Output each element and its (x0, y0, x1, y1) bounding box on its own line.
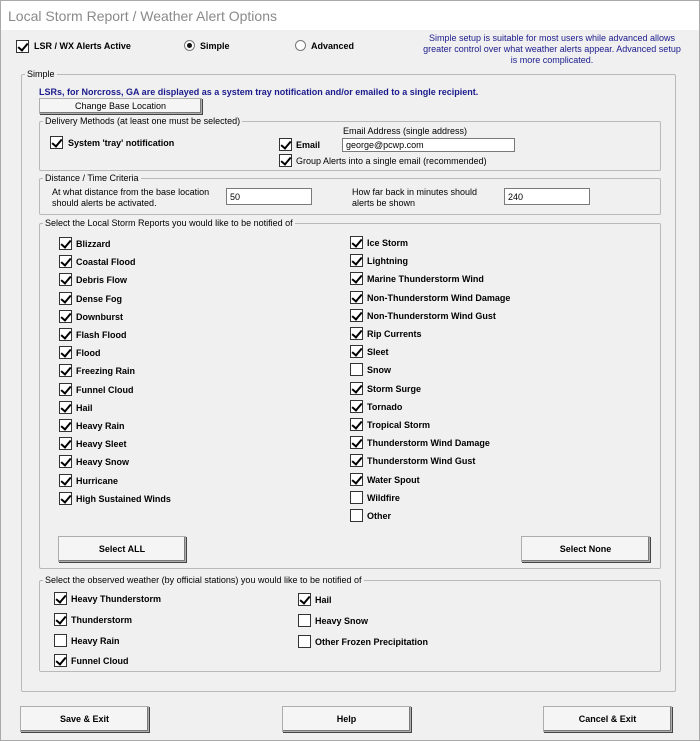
lsr-thunderstorm-wind-gust-label: Thunderstorm Wind Gust (367, 456, 476, 467)
lsr-heavy-rain-label: Heavy Rain (76, 421, 125, 431)
alerts-active-checkbox[interactable] (16, 40, 29, 53)
lsr-group-legend: Select the Local Storm Reports you would like to be notified of (45, 218, 293, 228)
lsr-dense-fog-checkbox[interactable] (59, 292, 72, 305)
lsr-water-spout-label: Water Spout (367, 474, 420, 485)
lsr-freezing-rain-checkbox[interactable] (59, 364, 72, 377)
lsr-rip-currents-checkbox[interactable] (350, 327, 363, 340)
observed-funnel-cloud-checkbox[interactable] (54, 654, 67, 667)
observed-heavy-snow-label: Heavy Snow (315, 615, 369, 626)
observed-heavy-thunderstorm-label: Heavy Thunderstorm (71, 594, 162, 604)
lsr-thunderstorm-wind-gust-checkbox[interactable] (350, 454, 363, 467)
observed-thunderstorm-label: Thunderstorm (71, 614, 133, 625)
lsr-flood-checkbox[interactable] (59, 346, 72, 359)
observed-thunderstorm-checkbox[interactable] (54, 613, 67, 626)
lsr-debris-flow-label: Debris Flow (76, 275, 128, 286)
lsr-heavy-sleet-checkbox[interactable] (59, 437, 72, 450)
lsr-flood-label: Flood (76, 348, 101, 359)
simple-group-legend: Simple (27, 69, 55, 79)
lsr-non-thunderstorm-wind-gust-checkbox[interactable] (350, 309, 363, 322)
setup-note: Simple setup is suitable for most users while advanced allows greater control over what weather alerts appear. Advanced setup is more complicated. (423, 33, 681, 65)
lsr-ice-storm-checkbox[interactable] (350, 236, 363, 249)
lsr-high-sustained-winds-checkbox[interactable] (59, 492, 72, 505)
save-exit-button[interactable]: Save & Exit (20, 706, 149, 732)
lsr-heavy-snow-checkbox[interactable] (59, 455, 72, 468)
lsr-other-checkbox[interactable] (350, 509, 363, 522)
lsr-hurricane-label: Hurricane (76, 475, 119, 486)
lsr-ice-storm-label: Ice Storm (367, 238, 409, 248)
lsr-downburst-checkbox[interactable] (59, 310, 72, 323)
lsr-tornado-checkbox[interactable] (350, 400, 363, 413)
email-label: Email (296, 140, 321, 150)
lsr-blizzard-checkbox[interactable] (59, 237, 72, 250)
lsr-info-text: LSRs, for Norcross, GA are displayed as a system tray notification and/or emailed to a single recipient. (39, 87, 479, 97)
lsr-heavy-rain-checkbox[interactable] (59, 419, 72, 432)
lsr-rip-currents-label: Rip Currents (367, 329, 422, 339)
lsr-funnel-cloud-label: Funnel Cloud (76, 384, 134, 395)
lsr-snow-checkbox[interactable] (350, 363, 363, 376)
lsr-hail-checkbox[interactable] (59, 401, 72, 414)
help-button[interactable]: Help (282, 706, 411, 732)
distance-input[interactable] (226, 188, 312, 205)
lsr-dense-fog-label: Dense Fog (76, 293, 123, 304)
mode-advanced-radio[interactable] (295, 40, 306, 51)
minutes-input[interactable] (504, 188, 590, 205)
observed-group-legend: Select the observed weather (by official stations) you would like to be notified of (45, 575, 362, 585)
lsr-storm-surge-checkbox[interactable] (350, 382, 363, 395)
lsr-wildfire-label: Wildfire (367, 492, 400, 503)
mode-advanced-label: Advanced (311, 41, 355, 51)
observed-funnel-cloud-label: Funnel Cloud (71, 656, 129, 667)
lsr-tornado-label: Tornado (367, 401, 403, 412)
observed-hail-label: Hail (315, 595, 332, 605)
lsr-downburst-label: Downburst (76, 311, 123, 322)
lsr-funnel-cloud-checkbox[interactable] (59, 383, 72, 396)
select-all-button[interactable]: Select ALL (58, 536, 186, 562)
observed-other-frozen-precipitation-checkbox[interactable] (298, 635, 311, 648)
lsr-non-thunderstorm-wind-damage-checkbox[interactable] (350, 291, 363, 304)
tray-notification-label: System 'tray' notification (68, 138, 175, 148)
observed-heavy-rain-checkbox[interactable] (54, 634, 67, 647)
window-title: Local Storm Report / Weather Alert Options (8, 8, 277, 24)
observed-heavy-snow-checkbox[interactable] (298, 614, 311, 627)
lsr-non-thunderstorm-wind-gust-label: Non-Thunderstorm Wind Gust (367, 310, 496, 321)
cancel-exit-button[interactable]: Cancel & Exit (543, 706, 672, 732)
title-bar (1, 1, 699, 30)
lsr-flash-flood-checkbox[interactable] (59, 328, 72, 341)
email-address-label: Email Address (single address) (343, 126, 468, 136)
lsr-lightning-checkbox[interactable] (350, 254, 363, 267)
minutes-label: How far back in minutes should alerts be shown (352, 187, 478, 208)
lsr-lightning-label: Lightning (367, 256, 408, 267)
lsr-sleet-checkbox[interactable] (350, 345, 363, 358)
lsr-tropical-storm-checkbox[interactable] (350, 418, 363, 431)
tray-notification-checkbox[interactable] (50, 136, 63, 149)
lsr-coastal-flood-label: Coastal Flood (76, 257, 136, 268)
lsr-sleet-label: Sleet (367, 347, 389, 358)
lsr-freezing-rain-label: Freezing Rain (76, 366, 136, 377)
lsr-heavy-sleet-label: Heavy Sleet (76, 439, 127, 450)
lsr-other-label: Other (367, 511, 392, 521)
lsr-storm-surge-label: Storm Surge (367, 383, 422, 394)
change-base-location-button[interactable]: Change Base Location (39, 98, 202, 114)
observed-other-frozen-precipitation-label: Other Frozen Precipitation (315, 636, 429, 647)
lsr-high-sustained-winds-label: High Sustained Winds (76, 493, 171, 504)
select-none-button[interactable]: Select None (521, 536, 650, 562)
mode-simple-label: Simple (200, 41, 230, 51)
observed-heavy-thunderstorm-checkbox[interactable] (54, 592, 67, 605)
group-alerts-label: Group Alerts into a single email (recommended) (296, 156, 487, 166)
lsr-snow-label: Snow (367, 365, 391, 376)
lsr-water-spout-checkbox[interactable] (350, 473, 363, 486)
distance-label: At what distance from the base location should alerts be activated. (52, 187, 210, 208)
lsr-debris-flow-checkbox[interactable] (59, 273, 72, 286)
distance-group-legend: Distance / Time Criteria (45, 173, 139, 183)
lsr-hail-label: Hail (76, 402, 93, 413)
lsr-flash-flood-label: Flash Flood (76, 330, 127, 340)
lsr-hurricane-checkbox[interactable] (59, 474, 72, 487)
email-checkbox[interactable] (279, 138, 292, 151)
group-alerts-checkbox[interactable] (279, 154, 292, 167)
delivery-group-legend: Delivery Methods (at least one must be selected) (45, 116, 241, 126)
observed-hail-checkbox[interactable] (298, 593, 311, 606)
lsr-blizzard-label: Blizzard (76, 239, 111, 249)
lsr-non-thunderstorm-wind-damage-label: Non-Thunderstorm Wind Damage (367, 292, 511, 303)
lsr-marine-thunderstorm-wind-label: Marine Thunderstorm Wind (367, 274, 484, 285)
lsr-wildfire-checkbox[interactable] (350, 491, 363, 504)
lsr-marine-thunderstorm-wind-checkbox[interactable] (350, 272, 363, 285)
lsr-thunderstorm-wind-damage-checkbox[interactable] (350, 436, 363, 449)
lsr-coastal-flood-checkbox[interactable] (59, 255, 72, 268)
lsr-tropical-storm-label: Tropical Storm (367, 420, 431, 430)
alerts-active-label: LSR / WX Alerts Active (34, 41, 131, 51)
lsr-heavy-snow-label: Heavy Snow (76, 457, 130, 468)
observed-heavy-rain-label: Heavy Rain (71, 635, 120, 646)
email-address-input[interactable] (342, 138, 515, 152)
mode-simple-radio[interactable] (184, 40, 195, 51)
lsr-thunderstorm-wind-damage-label: Thunderstorm Wind Damage (367, 438, 490, 449)
